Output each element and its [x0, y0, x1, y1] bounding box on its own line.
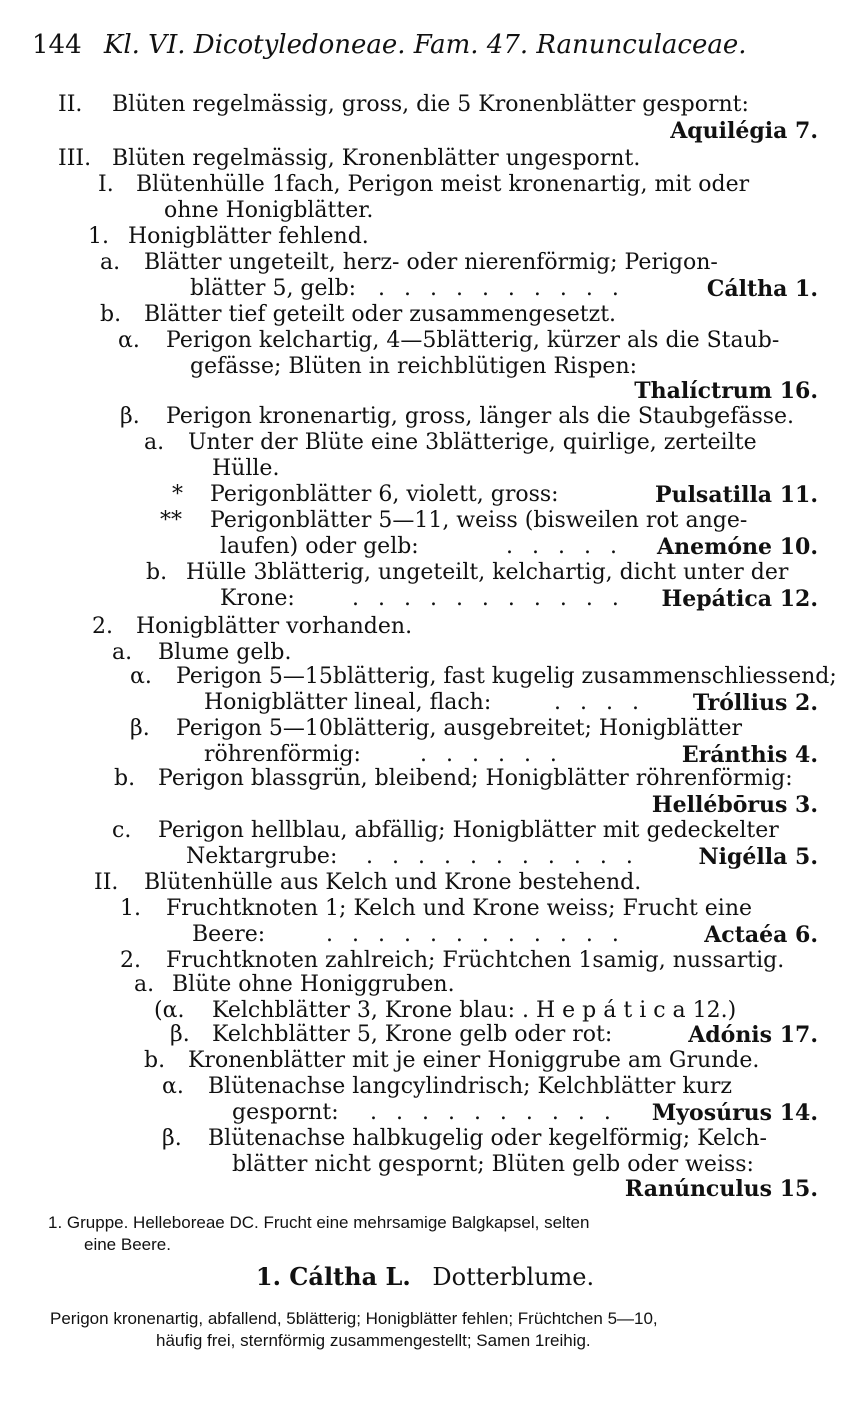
group-note-line-1: 1. Gruppe. Helleboreae DC. Frucht eine mehrsamige Balgkapsel, selten [48, 1213, 590, 1232]
key-line-taxon: Anemóne 10. [657, 534, 818, 560]
key-line [0, 998, 850, 1024]
key-line-taxon: Eránthis 4. [681, 742, 818, 768]
key-line-text: Perigon 5—15blätterig, fast kugelig zusammenschliessend; [176, 664, 837, 689]
key-line-taxon: Nigélla 5. [698, 844, 818, 870]
running-header [32, 30, 747, 60]
key-line-taxon: Tróllius 2. [692, 690, 818, 716]
key-line-text: Honigblätter fehlend. [128, 224, 369, 249]
key-line-text: Blüten regelmässig, Kronenblätter ungespornt. [112, 146, 641, 171]
key-line [0, 534, 850, 560]
key-line-text: Hülle 3blätterig, ungeteilt, kelchartig, dicht unter der [186, 560, 789, 585]
key-line-text: röhrenförmig: [204, 742, 361, 767]
key-line [0, 690, 850, 716]
key-line-prefix: 2. [120, 948, 141, 973]
running-title: Kl. VI. Dicotyledoneae. Fam. 47. Ranunculaceae. [103, 30, 747, 60]
key-line-prefix: I. [98, 172, 114, 197]
key-line [0, 92, 850, 118]
key-line-text: Unter der Blüte eine 3blätterige, quirlige, zerteilte [188, 430, 757, 455]
key-line-prefix: III. [58, 146, 92, 171]
key-line [0, 614, 850, 640]
key-line-prefix: β. [120, 404, 140, 429]
key-line-prefix: α. [118, 328, 140, 353]
key-line-prefix: c. [112, 818, 132, 843]
key-line [0, 378, 850, 404]
key-line-text: Krone: [220, 586, 295, 611]
key-line [0, 1152, 850, 1178]
key-line-taxon: Thalíctrum 16. [634, 378, 818, 404]
genus-common-name: Dotterblume. [432, 1263, 595, 1291]
key-line-text: Blütenachse halbkugelig oder kegelförmig; Kelch- [208, 1126, 767, 1151]
key-line [0, 972, 850, 998]
key-line-prefix: β. [170, 1022, 190, 1047]
key-line-taxon: Adónis 17. [688, 1022, 818, 1048]
key-line-text: Beere: [192, 922, 266, 947]
key-line-text: Kronenblätter mit je einer Honiggrube am Grunde. [188, 1048, 760, 1073]
key-line-leader-dots: . . . . . . . . . . [370, 1100, 617, 1125]
key-line [0, 818, 850, 844]
key-line [0, 640, 850, 666]
key-line-prefix: α. [130, 664, 152, 689]
key-line-text: Blätter tief geteilt oder zusammengesetzt. [144, 302, 617, 327]
key-line [0, 1126, 850, 1152]
key-line [0, 508, 850, 534]
key-line-text: Perigon hellblau, abfällig; Honigblätter mit gedeckelter [158, 818, 779, 843]
key-line-prefix: a. [112, 640, 133, 665]
key-line-taxon: Hellébōrus 3. [651, 792, 818, 818]
key-line [0, 456, 850, 482]
key-line-taxon: Hepática 12. [661, 586, 818, 612]
key-line-prefix: b. [114, 766, 136, 791]
key-line [0, 250, 850, 276]
key-line-text: blätter nicht gespornt; Blüten gelb oder weiss: [232, 1152, 754, 1177]
key-line-leader-dots: . . . . . [506, 534, 623, 559]
key-line-prefix: II. [58, 92, 83, 117]
key-line-text: Kelchblätter 3, Krone blau: . H e p á t i c a 12.) [212, 998, 737, 1023]
key-line [0, 276, 850, 302]
key-line-text: Blütenhülle 1fach, Perigon meist kronenartig, mit oder [136, 172, 750, 197]
key-line-text: Blütenhülle aus Kelch und Krone bestehend. [144, 870, 642, 895]
key-line [0, 354, 850, 380]
key-line-prefix: a. [134, 972, 155, 997]
key-line-prefix: 2. [92, 614, 113, 639]
key-line-leader-dots: . . . . . . . . . . [378, 276, 625, 301]
key-line-prefix: a. [144, 430, 165, 455]
key-line [0, 870, 850, 896]
key-line-text: Perigon blassgrün, bleibend; Honigblätter röhrenförmig: [158, 766, 793, 791]
key-line [0, 742, 850, 768]
key-line [0, 766, 850, 792]
key-line [0, 430, 850, 456]
key-line [0, 792, 850, 818]
key-line-taxon: Pulsatilla 11. [655, 482, 818, 508]
genus-description-line-2: häufig frei, sternförmig zusammengestellt; Samen 1reihig. [156, 1331, 591, 1350]
key-line [0, 664, 850, 690]
key-line-prefix: (α. [154, 998, 185, 1023]
key-line [0, 1100, 850, 1126]
key-line-prefix: β. [162, 1126, 182, 1151]
key-line-leader-dots: . . . . . . . . . . . . [326, 922, 625, 947]
key-line [0, 844, 850, 870]
key-line-text: ohne Honigblätter. [164, 198, 374, 223]
key-line-prefix: β. [130, 716, 150, 741]
key-line-prefix: * [172, 482, 183, 507]
key-line [0, 146, 850, 172]
key-line-leader-dots: . . . . . . [420, 742, 563, 767]
genus-number-name: 1. Cáltha L. [255, 1262, 411, 1291]
genus-description-line-1: Perigon kronenartig, abfallend, 5blätterig; Honigblätter fehlen; Früchtchen 5—10, [50, 1309, 658, 1328]
key-line-text: gespornt: [232, 1100, 339, 1125]
key-line-leader-dots: . . . . . . . . . . . [366, 844, 639, 869]
key-line-prefix: b. [144, 1048, 166, 1073]
key-line [0, 302, 850, 328]
key-line [0, 1176, 850, 1202]
key-line-text: Blume gelb. [158, 640, 292, 665]
key-line [0, 560, 850, 586]
key-line-taxon: Ranúnculus 15. [624, 1176, 818, 1202]
key-line-text: Blätter ungeteilt, herz- oder nierenförmig; Perigon- [144, 250, 718, 275]
key-line [0, 482, 850, 508]
key-line-leader-dots: . . . . [554, 690, 645, 715]
key-line-text: Perigon kronenartig, gross, länger als die Staubgefässe. [166, 404, 795, 429]
key-line-leader-dots: . . . . . . . . . . . [352, 586, 625, 611]
key-line-text: gefässe; Blüten in reichblütigen Rispen: [190, 354, 638, 379]
key-line-prefix: 1. [88, 224, 109, 249]
key-line-text: Perigonblätter 6, violett, gross: [210, 482, 559, 507]
key-line [0, 586, 850, 612]
key-line [0, 198, 850, 224]
key-line-prefix: b. [146, 560, 168, 585]
key-line-prefix: α. [162, 1074, 184, 1099]
key-line-text: Kelchblätter 5, Krone gelb oder rot: [212, 1022, 613, 1047]
key-line-text: Honigblätter lineal, flach: [204, 690, 492, 715]
key-line-taxon: Actaéa 6. [704, 922, 818, 948]
key-line-text: Blüte ohne Honiggruben. [172, 972, 455, 997]
key-line-taxon: Myosúrus 14. [651, 1100, 818, 1126]
key-line [0, 224, 850, 250]
key-line-text: Perigon 5—10blätterig, ausgebreitet; Honigblätter [176, 716, 743, 741]
key-line-taxon: Cáltha 1. [706, 276, 818, 302]
key-line-text: Blüten regelmässig, gross, die 5 Kronenblätter gespornt: [112, 92, 749, 117]
key-line [0, 922, 850, 948]
key-line-text: Blütenachse langcylindrisch; Kelchblätter kurz [208, 1074, 732, 1099]
key-line-prefix: b. [100, 302, 122, 327]
key-line [0, 716, 850, 742]
key-line-text: Fruchtknoten 1; Kelch und Krone weiss; Frucht eine [166, 896, 753, 921]
page-number: 144 [32, 30, 82, 60]
key-line-prefix: 1. [120, 896, 141, 921]
key-line-taxon: Aquilégia 7. [670, 118, 818, 144]
key-line [0, 948, 850, 974]
key-line-text: Nektargrube: [186, 844, 338, 869]
key-line-text: Perigon kelchartig, 4—5blätterig, kürzer als die Staub- [166, 328, 780, 353]
key-line-text: blätter 5, gelb: [190, 276, 357, 301]
key-line-text: Hülle. [212, 456, 280, 481]
key-line-text: Honigblätter vorhanden. [136, 614, 413, 639]
key-line [0, 1048, 850, 1074]
key-line [0, 1022, 850, 1048]
key-line [0, 172, 850, 198]
key-line-text: Fruchtknoten zahlreich; Früchtchen 1samig, nussartig. [166, 948, 785, 973]
key-line-text: laufen) oder gelb: [220, 534, 419, 559]
genus-heading [0, 1262, 850, 1292]
key-line [0, 328, 850, 354]
key-line [0, 896, 850, 922]
key-line [0, 1074, 850, 1100]
key-line [0, 404, 850, 430]
key-line-text: Perigonblätter 5—11, weiss (bisweilen rot ange- [210, 508, 748, 533]
key-line-prefix: a. [100, 250, 121, 275]
key-line-prefix: II. [94, 870, 119, 895]
key-line [0, 118, 850, 144]
group-note-line-2: eine Beere. [84, 1235, 171, 1254]
key-line-prefix: ** [160, 508, 182, 533]
